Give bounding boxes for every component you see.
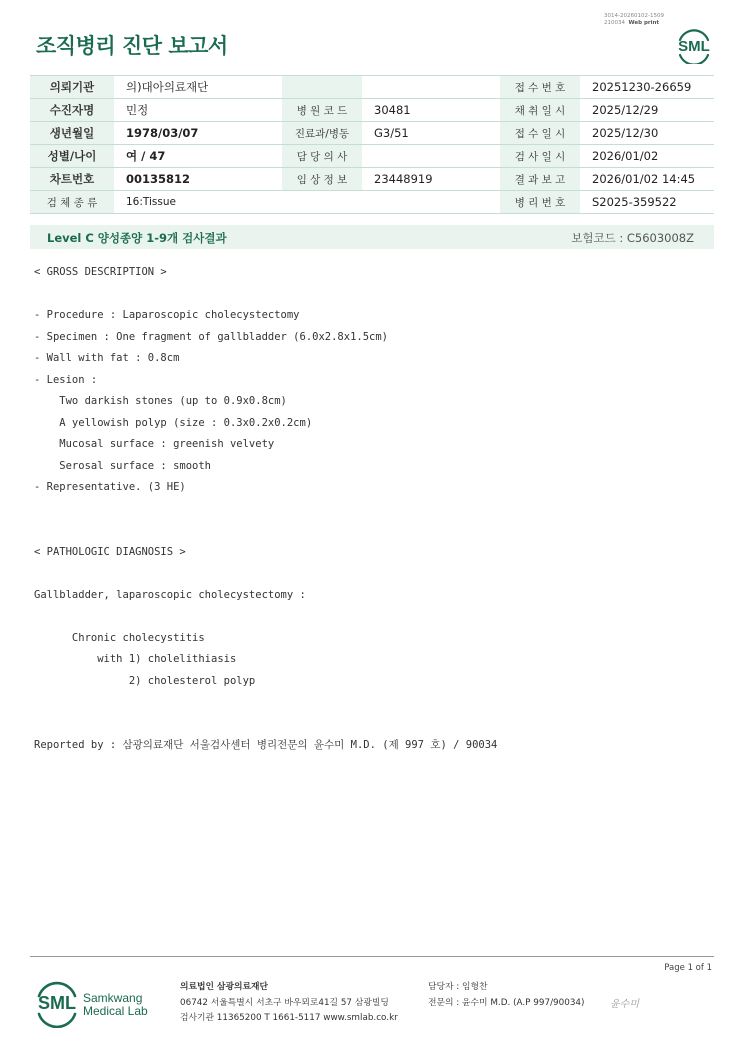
- info-label: 병 리 번 호: [500, 191, 580, 214]
- info-value: 2026/01/02 14:45: [580, 168, 714, 191]
- info-label: 의뢰기관: [30, 76, 114, 99]
- info-value: 1978/03/07: [114, 122, 282, 145]
- info-label: 수진자명: [30, 99, 114, 122]
- info-row: [30, 191, 714, 214]
- test-level-bar: [30, 225, 714, 249]
- info-value: [362, 76, 500, 99]
- print-code-line1: 3014-20260102-1509: [604, 13, 664, 19]
- info-value: 2025/12/30: [580, 122, 714, 145]
- info-row: [30, 145, 714, 168]
- info-label: [282, 76, 362, 99]
- info-value: [362, 145, 500, 168]
- test-level-title: Level C 양성종양 1-9개 검사결과: [47, 231, 227, 245]
- samkwang-logo-name-line2: Medical Lab: [83, 1004, 148, 1018]
- info-row: [30, 99, 714, 122]
- info-label: 생년월일: [30, 122, 114, 145]
- pathologist: 전문의 : 윤수미 M.D. (A.P 997/90034): [428, 997, 585, 1008]
- page-number: Page 1 of 1: [664, 963, 712, 973]
- staff-info: [428, 980, 584, 1011]
- report-body: < GROSS DESCRIPTION > - Procedure : Laparoscopic cholecystectomy - Specimen : One fragment of gallbladder (6.0x2.8x1.5cm) - Wall with fat : 0.8cm - Lesion : Two darkish stones (up to 0.9x0.8cm) A yellowish polyp (size : 0.3x0.2x0.2cm) Mucosal surface : greenish velvety Serosal surface : smooth - Representative. (3 HE) < PATHOLOGIC DIAGNOSIS > Gallbladder, laparoscopic cholecystectomy : Chronic cholecystitis with 1) cholelithiasis 2) cholesterol polyp Reported by : 삼광의료재단 서울검사센터 병리전문의 윤수미 M.D. (제 997 호) / 90034: [34, 266, 498, 751]
- report-title: 조직병리 진단 보고서: [36, 34, 228, 58]
- info-label: 차트번호: [30, 168, 114, 191]
- print-code-line2: 210034: [604, 20, 625, 26]
- info-label: [282, 191, 362, 214]
- sml-logo-text: SML: [678, 38, 710, 55]
- info-value: 민정: [114, 99, 282, 122]
- print-id: [604, 13, 684, 27]
- info-value: 여 / 47: [114, 145, 282, 168]
- info-label: 접 수 일 시: [500, 122, 580, 145]
- info-label: 채 취 일 시: [500, 99, 580, 122]
- info-value: 2025/12/29: [580, 99, 714, 122]
- samkwang-logo-name-line1: Samkwang: [83, 991, 143, 1005]
- info-label: 검 체 종 류: [30, 191, 114, 214]
- info-label: 성별/나이: [30, 145, 114, 168]
- samkwang-logo-mark: SML: [38, 993, 76, 1013]
- sml-logo: [674, 26, 714, 64]
- info-value: S2025-359522: [580, 191, 714, 214]
- info-label: 접 수 번 호: [500, 76, 580, 99]
- samkwang-logo: [36, 980, 156, 1028]
- info-label: 담 당 의 사: [282, 145, 362, 168]
- info-value: 30481: [362, 99, 500, 122]
- lab-contact: 검사기관 11365200 T 1661-5117 www.smlab.co.kr: [180, 1013, 398, 1023]
- info-label: 임 상 정 보: [282, 168, 362, 191]
- staff-in-charge: 담당자 : 임형찬: [428, 982, 488, 992]
- info-label: 병 원 코 드: [282, 99, 362, 122]
- info-label: 검 사 일 시: [500, 145, 580, 168]
- info-value: 2026/01/02: [580, 145, 714, 168]
- info-row: [30, 122, 714, 145]
- insurance-code: 보험코드 : C5603008Z: [571, 231, 694, 245]
- pathologist-signature: 윤수미: [610, 999, 639, 1010]
- info-value: 00135812: [114, 168, 282, 191]
- lab-info: [180, 980, 398, 1027]
- info-value: 23448919: [362, 168, 500, 191]
- info-label: 진료과/병동: [282, 122, 362, 145]
- info-value: 의)대아의료재단: [114, 76, 282, 99]
- info-value: 20251230-26659: [580, 76, 714, 99]
- info-value: [362, 191, 500, 214]
- foundation-name: 의료법인 삼광의료재단: [180, 982, 269, 992]
- patient-info-table: [30, 75, 714, 214]
- lab-address: 06742 서울특별시 서초구 바우뫼로41길 57 삼광빌딩: [180, 997, 389, 1008]
- info-label: 결 과 보 고: [500, 168, 580, 191]
- info-value: 16:Tissue: [114, 191, 282, 214]
- info-row: [30, 76, 714, 99]
- info-value: G3/51: [362, 122, 500, 145]
- print-label: Web print: [628, 20, 660, 26]
- footer-divider: [30, 956, 714, 957]
- info-row: [30, 168, 714, 191]
